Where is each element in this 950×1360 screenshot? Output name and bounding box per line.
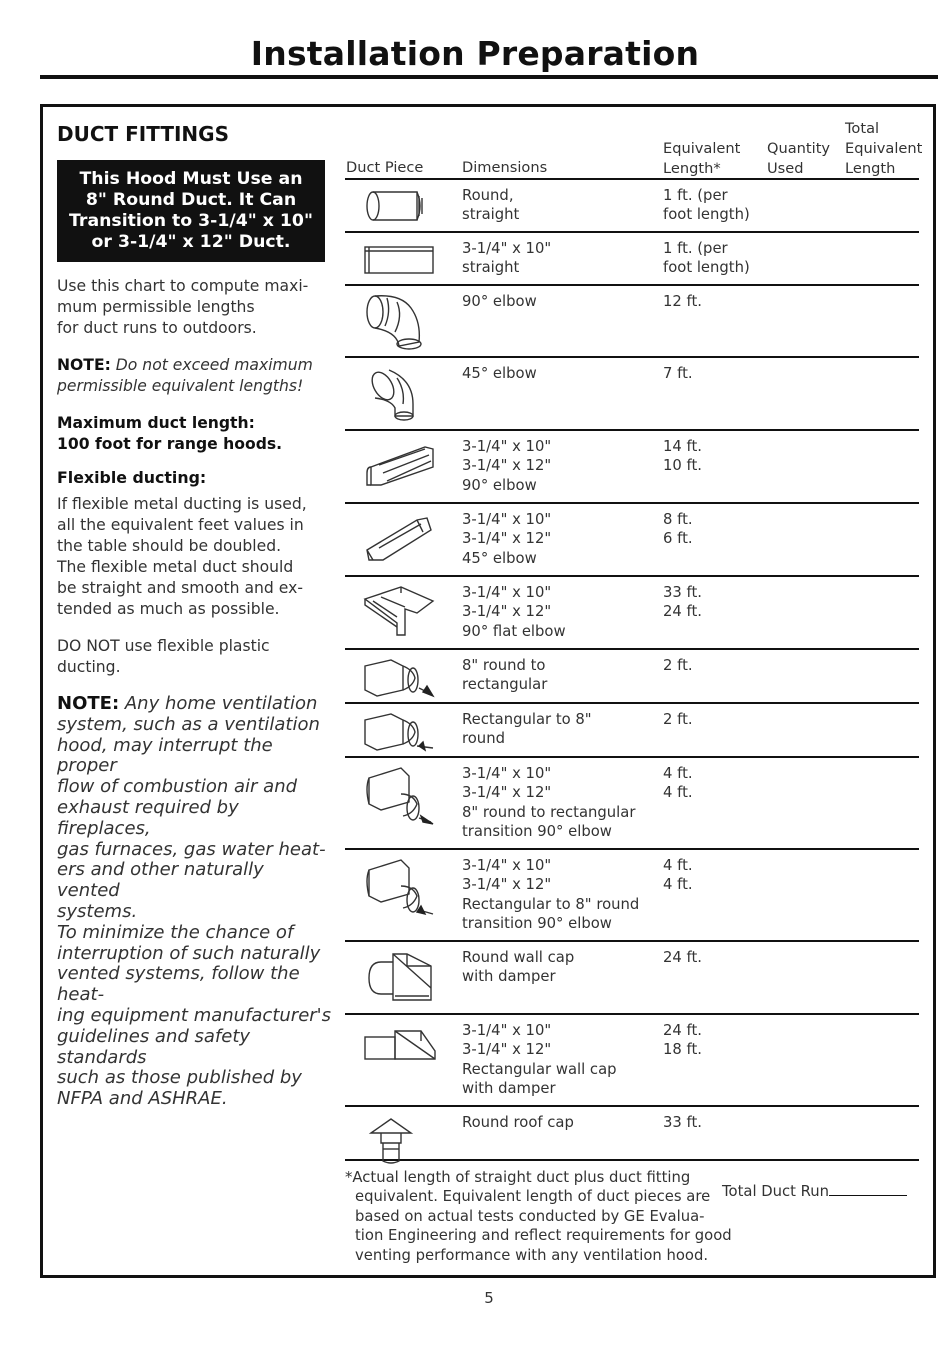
dimensions-line: 3-1/4" x 12" [462, 603, 552, 621]
table-row [345, 577, 919, 650]
45-degree-elbow-icon [361, 364, 437, 424]
equivalent-length-line: 2 ft. [663, 711, 693, 728]
dimensions-line: with damper [462, 1080, 556, 1098]
equivalent-length-cell [663, 292, 763, 311]
dimensions-line: Rectangular to 8" round [462, 895, 640, 913]
header-equivalent-line: Length* [663, 160, 721, 177]
dimensions-line: 45° elbow [462, 365, 537, 382]
dimensions-cell [462, 292, 652, 311]
round-to-rect-transition-elbow-icon [361, 764, 437, 824]
dimensions-line: 8" round to [462, 657, 546, 674]
footnote-line: tion Engineering and reflect requirements for good [355, 1227, 732, 1245]
dimensions-line: 90° flat elbow [462, 622, 566, 640]
table-row [345, 233, 919, 286]
equivalent-length-line: 4 ft. [663, 784, 693, 802]
equivalent-length-cell [663, 1113, 763, 1132]
dimensions-line: 8" round to rectangular [462, 803, 636, 821]
dimensions-line: 3-1/4" x 12" [462, 876, 552, 894]
duct-fittings-table [345, 118, 923, 1161]
plastic-line: ducting. [57, 658, 121, 676]
header-dimensions: Dimensions [462, 159, 548, 176]
note-text: permissible equivalent lengths! [57, 377, 304, 395]
equivalent-length-cell [663, 510, 763, 549]
round-roof-cap-icon [361, 1113, 437, 1173]
header-quantity [767, 139, 830, 179]
equivalent-length-line: 4 ft. [663, 876, 693, 894]
round-wall-cap-icon [361, 948, 437, 1008]
table-row [345, 358, 919, 431]
note-text: To minimize the chance of [57, 921, 294, 943]
flexible-heading: Flexible ducting: [57, 468, 207, 487]
table-row [345, 942, 919, 1015]
equivalent-length-line: 1 ft. (per [663, 187, 728, 204]
note-text: vented systems, follow the heat- [57, 963, 300, 1006]
dimensions-cell [462, 510, 652, 568]
header-total [845, 119, 922, 179]
equivalent-length-line: 12 ft. [663, 293, 702, 310]
table-row [345, 1015, 919, 1107]
dimensions-line: 3-1/4" x 10" [462, 438, 552, 455]
note-text: guidelines and safety standards [57, 1025, 251, 1068]
dimensions-cell [462, 710, 652, 749]
plastic-warning [57, 636, 332, 678]
dimensions-line: 45° elbow [462, 549, 537, 567]
max-duct-line: 100 foot for range hoods. [57, 435, 283, 453]
note-text: Do not exceed maximum [110, 356, 313, 374]
plastic-line: DO NOT use flexible plastic [57, 637, 270, 655]
rectangular-45-elbow-icon [361, 510, 437, 570]
equivalent-length-line: 7 ft. [663, 365, 693, 382]
equivalent-length-line: 33 ft. [663, 1114, 702, 1131]
equivalent-length-line: 10 ft. [663, 457, 702, 475]
header-quantity-line: Used [767, 160, 804, 177]
header-total-line: Total [845, 120, 880, 137]
dimensions-line: 3-1/4" x 10" [462, 1022, 552, 1039]
header-total-line: Length [845, 160, 896, 177]
equivalent-length-line: 14 ft. [663, 438, 702, 455]
flexible-line: If flexible metal ducting is used, [57, 495, 307, 513]
flexible-line: tended as much as possible. [57, 600, 280, 618]
note-label: NOTE: [57, 693, 120, 714]
table-row [345, 758, 919, 850]
header-equivalent [663, 139, 740, 179]
equivalent-length-cell [663, 656, 763, 675]
90-degree-elbow-icon [361, 292, 437, 352]
section-title: DUCT FITTINGS [57, 122, 229, 146]
rectangular-90-elbow-icon [361, 437, 437, 497]
dimensions-line: with damper [462, 968, 556, 986]
flexible-line: be straight and smooth and ex- [57, 579, 303, 597]
note-text: ing equipment manufacturer's [57, 1004, 331, 1026]
dimensions-cell [462, 186, 652, 225]
dimensions-line: Round, [462, 187, 514, 204]
dimensions-line: 90° elbow [462, 293, 537, 310]
note-label: NOTE: [57, 356, 111, 374]
intro-line: for duct runs to outdoors. [57, 319, 257, 337]
table-body [345, 180, 919, 1161]
rectangular-wall-cap-icon [361, 1021, 437, 1081]
equivalent-length-line: foot length) [663, 206, 750, 224]
footnote-line: equivalent. Equivalent length of duct pieces are [355, 1188, 711, 1206]
equivalent-length-cell [663, 364, 763, 383]
header-duct-piece: Duct Piece [346, 159, 424, 176]
dimensions-line: 3-1/4" x 10" [462, 857, 552, 874]
note-text: flow of combustion air and [57, 776, 298, 798]
dimensions-line: Rectangular wall cap [462, 1060, 617, 1078]
dimensions-line: 3-1/4" x 12" [462, 530, 552, 548]
dimensions-line: 3-1/4" x 10" [462, 511, 552, 528]
dimensions-line: Round roof cap [462, 1114, 574, 1131]
left-column [57, 122, 332, 1126]
equivalent-length-cell [663, 1021, 763, 1060]
note-text: hood, may interrupt the proper [57, 734, 273, 777]
table-row [345, 650, 919, 704]
note-text: interruption of such naturally [57, 942, 321, 964]
equivalent-length-cell [663, 764, 763, 803]
dimensions-cell [462, 948, 652, 987]
table-row [345, 704, 919, 758]
equivalent-length-line: 18 ft. [663, 1041, 702, 1059]
flexible-line: all the equivalent feet values in [57, 516, 304, 534]
table-row [345, 1107, 919, 1161]
equivalent-length-line: 33 ft. [663, 584, 702, 601]
equivalent-length-line: foot length) [663, 259, 750, 277]
dimensions-cell [462, 239, 652, 278]
callout-line: Transition to 3-1/4" x 10" [69, 211, 313, 231]
dimensions-line: round [462, 730, 505, 748]
equivalent-length-cell [663, 583, 763, 622]
equivalent-length-cell [663, 186, 763, 225]
intro-line: mum permissible lengths [57, 298, 255, 316]
equivalent-length-line: 2 ft. [663, 657, 693, 674]
header-equivalent-line: Equivalent [663, 140, 741, 157]
dimensions-cell [462, 364, 652, 383]
dimensions-cell [462, 437, 652, 495]
table-row [345, 180, 919, 233]
equivalent-length-cell [663, 437, 763, 476]
dimensions-line: 3-1/4" x 12" [462, 784, 552, 802]
dimensions-line: Round wall cap [462, 949, 575, 966]
flexible-line: The flexible metal duct should [57, 558, 294, 576]
equivalent-length-cell [663, 948, 763, 967]
flexible-text [57, 494, 332, 620]
note-text: Any home ventilation [119, 693, 318, 714]
note-text: such as those published by [57, 1067, 302, 1089]
note-text: exhaust required by fireplaces, [57, 796, 239, 839]
dimensions-line: 3-1/4" x 10" [462, 765, 552, 782]
equivalent-length-line: 24 ft. [663, 603, 702, 621]
equivalent-length-line: 4 ft. [663, 857, 693, 874]
equivalent-length-cell [663, 856, 763, 895]
title-rule [40, 75, 938, 79]
table-row [345, 286, 919, 358]
dimensions-cell [462, 856, 652, 934]
total-duct-run [722, 1183, 907, 1200]
footnote-line: *Actual length of straight duct plus duct fitting [345, 1169, 691, 1186]
footnote [345, 1168, 732, 1265]
rect-to-round-transition-elbow-icon [361, 856, 437, 916]
callout-line: or 3-1/4" x 12" Duct. [91, 232, 291, 252]
equivalent-length-line: 8 ft. [663, 511, 693, 528]
dimensions-cell [462, 1021, 652, 1099]
intro-line: Use this chart to compute maxi- [57, 277, 309, 295]
max-duct-line: Maximum duct length: [57, 414, 255, 432]
equivalent-length-line: 24 ft. [663, 1022, 702, 1039]
header-total-line: Equivalent [845, 140, 923, 157]
note-text: ers and other naturally vented [57, 859, 264, 902]
dimensions-line: 3-1/4" x 12" [462, 1041, 552, 1059]
dimensions-cell [462, 1113, 652, 1132]
note-text: systems. [57, 900, 138, 922]
table-row [345, 431, 919, 504]
dimensions-line: straight [462, 259, 520, 277]
dimensions-line: 3-1/4" x 10" [462, 584, 552, 601]
table-header [345, 118, 923, 180]
equivalent-length-cell [663, 239, 763, 278]
table-row [345, 850, 919, 942]
flexible-line: the table should be doubled. [57, 537, 282, 555]
dimensions-line: Rectangular to 8" [462, 711, 592, 728]
header-quantity-line: Quantity [767, 140, 831, 157]
dimensions-line: transition 90° elbow [462, 915, 612, 933]
total-duct-run-blank[interactable] [829, 1183, 907, 1196]
dimensions-line: straight [462, 206, 520, 224]
dimensions-line: rectangular [462, 676, 548, 694]
dimensions-cell [462, 656, 652, 695]
flat-elbow-icon [361, 583, 437, 643]
intro-text [57, 276, 332, 339]
max-duct-length [57, 413, 332, 455]
dimensions-cell [462, 583, 652, 641]
footnote-line: venting performance with any ventilation hood. [355, 1246, 709, 1264]
note-text: gas furnaces, gas water heat- [57, 838, 326, 860]
note-text: NFPA and ASHRAE. [57, 1088, 228, 1110]
equivalent-length-line: 6 ft. [663, 530, 693, 548]
table-row [345, 504, 919, 577]
page-title: Installation Preparation [250, 34, 700, 73]
dimensions-line: 90° elbow [462, 476, 537, 494]
dimensions-line: transition 90° elbow [462, 823, 612, 841]
footnote-line: based on actual tests conducted by GE Evalua- [355, 1207, 705, 1225]
note-text: system, such as a ventilation [57, 713, 320, 735]
equivalent-length-line: 4 ft. [663, 765, 693, 782]
dimensions-line: 3-1/4" x 10" [462, 240, 552, 257]
total-duct-run-label: Total Duct Run [722, 1183, 830, 1200]
equivalent-length-cell [663, 710, 763, 729]
page-number: 5 [484, 1289, 494, 1307]
note-maximum [57, 355, 332, 397]
dimensions-cell [462, 764, 652, 842]
dimensions-line: 3-1/4" x 12" [462, 457, 552, 475]
callout-line: This Hood Must Use an [79, 169, 303, 189]
equivalent-length-line: 24 ft. [663, 949, 702, 966]
callout-box [57, 160, 325, 262]
callout-line: 8" Round Duct. It Can [85, 190, 297, 210]
note-ventilation [57, 694, 332, 1110]
equivalent-length-line: 1 ft. (per [663, 240, 728, 257]
